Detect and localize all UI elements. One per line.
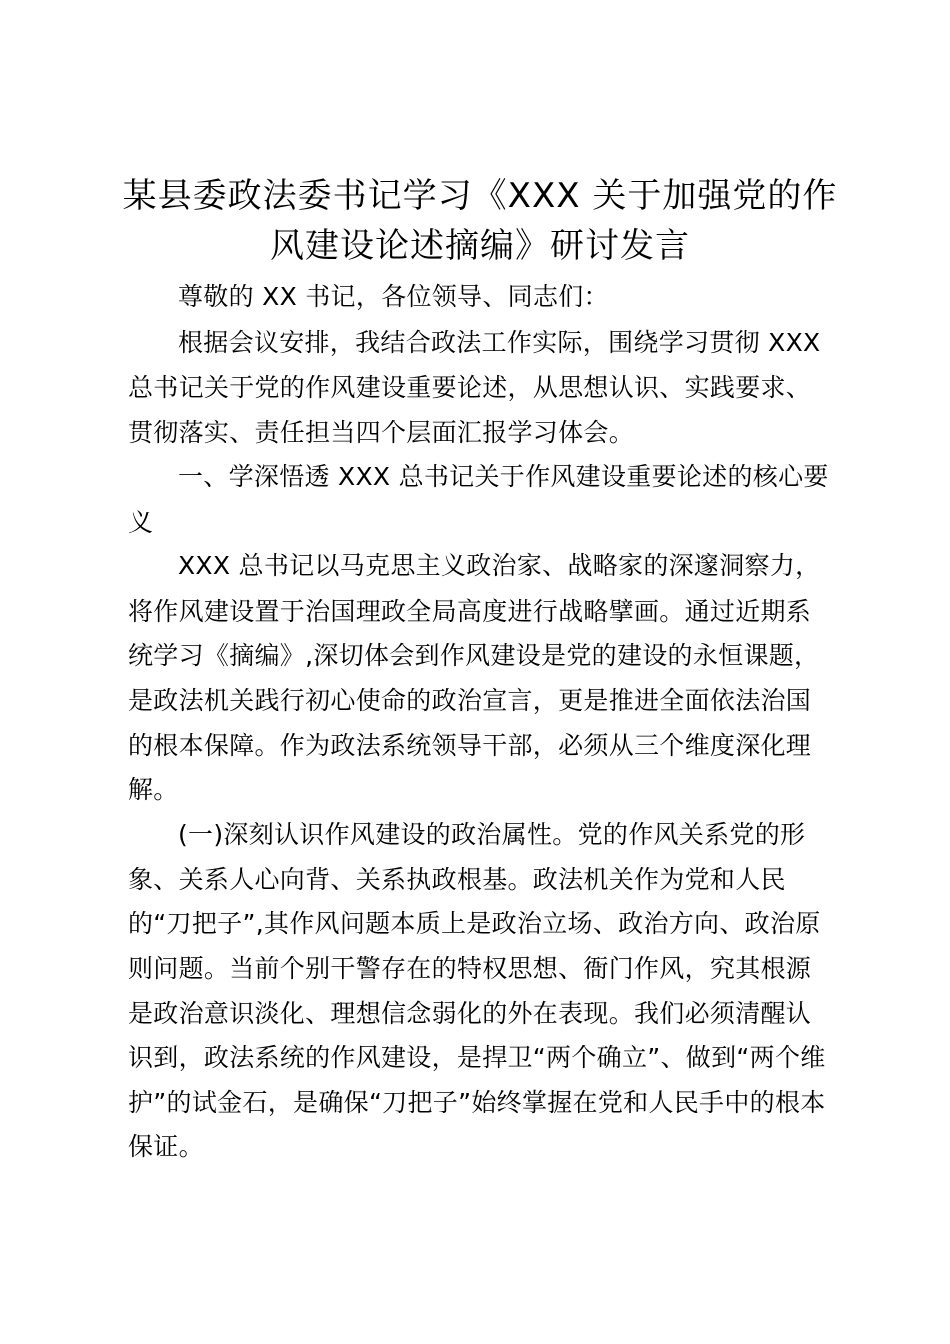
- section-heading-line: 义: [128, 508, 154, 537]
- subsection-paragraph-line: 护”的试金石，是确保“刀把子”始终掌握在党和人民手中的根本: [128, 1088, 826, 1117]
- body-paragraph-line: 的根本保障。作为政法系统领导干部，必须从三个维度深化理: [128, 731, 812, 760]
- intro-paragraph-line: 总书记关于党的作风建设重要论述，从思想认识、实践要求、: [128, 373, 812, 402]
- subsection-paragraph-line: 保证。: [128, 1132, 204, 1161]
- subsection-paragraph-line: 是政治意识淡化、理想信念弱化的外在表现。我们必须清醒认: [128, 999, 812, 1028]
- intro-paragraph-line: 贯彻落实、责任担当四个层面汇报学习体会。: [128, 418, 635, 447]
- subsection-paragraph-line: 则问题。当前个别干警存在的特权思想、衙门作风，究其根源: [128, 954, 812, 983]
- body-paragraph-line: 解。: [128, 775, 179, 804]
- body-paragraph-line: 是政法机关践行初心使命的政治宣言，更是推进全面依法治国: [128, 686, 812, 715]
- document-title-line-1: 某县委政法委书记学习《XXX 关于加强党的作: [122, 176, 838, 216]
- subsection-paragraph-line: 的“刀把子”,其作风问题本质上是政治立场、政治方向、政治原: [128, 909, 821, 938]
- section-heading-line: 一、学深悟透 XXX 总书记关于作风建设重要论述的核心要: [178, 462, 829, 491]
- body-paragraph-line: 将作风建设置于治国理政全局高度进行战略擘画。通过近期系: [128, 597, 812, 626]
- salutation: 尊敬的 XX 书记，各位领导、同志们：: [178, 282, 609, 311]
- subsection-paragraph-line: 象、关系人心向背、关系执政根基。政法机关作为党和人民: [128, 865, 786, 894]
- body-paragraph-line: XXX 总书记以马克思主义政治家、战略家的深邃洞察力，: [178, 551, 821, 580]
- subsection-paragraph-line: (一)深刻认识作风建设的政治属性。党的作风关系党的形: [178, 820, 806, 849]
- subsection-paragraph-line: 识到，政法系统的作风建设，是捍卫“两个确立”、做到“两个维: [128, 1043, 826, 1072]
- body-paragraph-line: 统学习《摘编》,深切体会到作风建设是党的建设的永恒课题，: [128, 641, 820, 670]
- document-title-line-2: 风建设论述摘编》研讨发言: [270, 226, 690, 266]
- intro-paragraph-line: 根据会议安排，我结合政法工作实际，围绕学习贯彻 XXX: [178, 328, 821, 357]
